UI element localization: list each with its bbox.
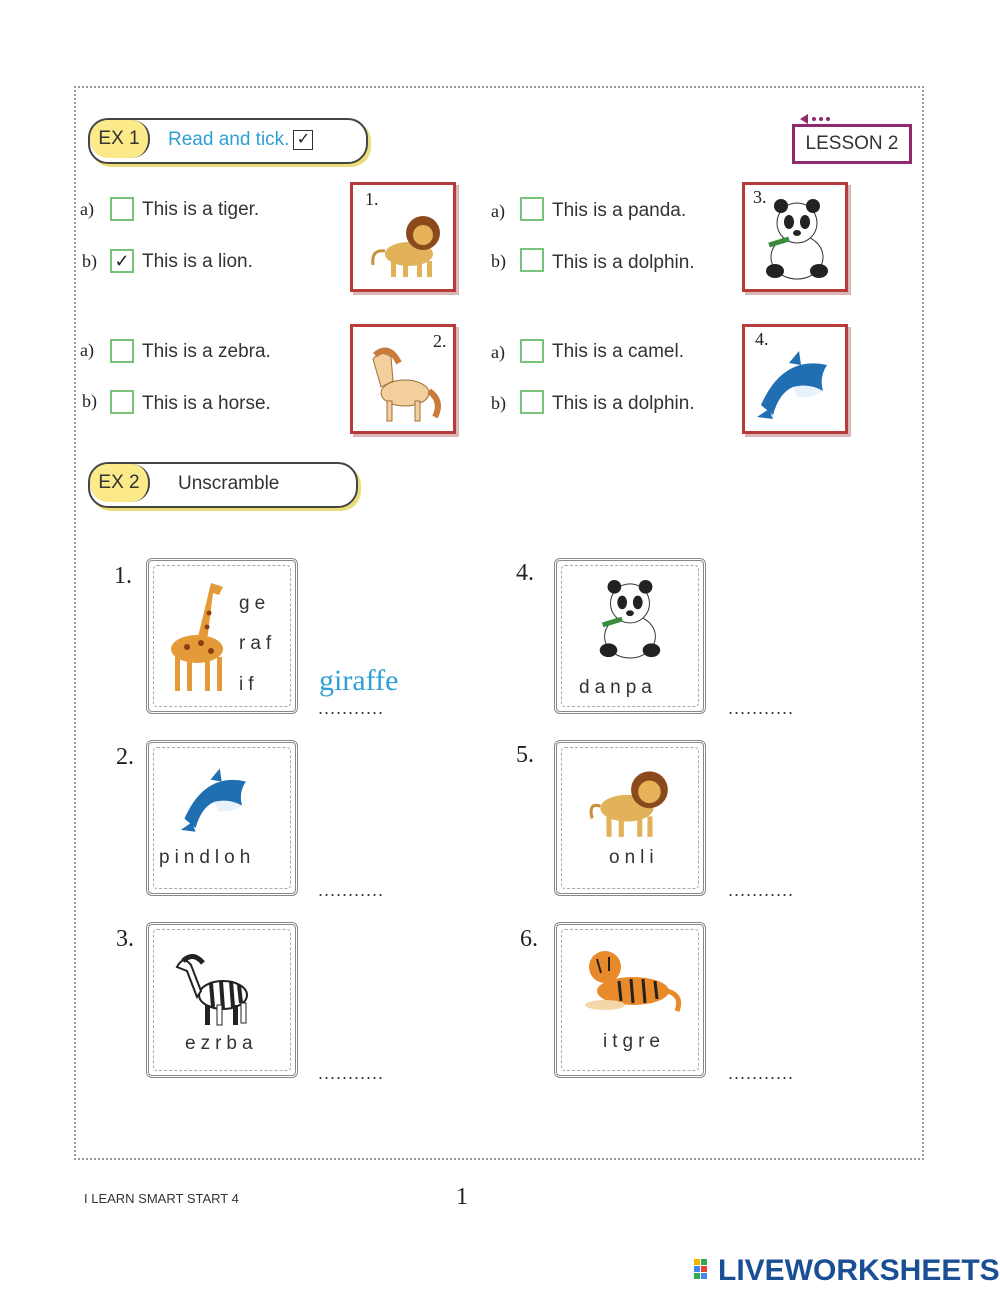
horse-icon bbox=[359, 341, 445, 427]
option-letter: a) bbox=[80, 340, 94, 360]
answer-blank[interactable]: ........... bbox=[318, 1063, 385, 1083]
ex1-tag: EX 1 bbox=[90, 120, 150, 158]
picture-frame bbox=[350, 182, 456, 292]
option-text: This is a zebra. bbox=[142, 341, 271, 362]
answer-blank[interactable]: ........... bbox=[318, 698, 385, 718]
option-letter: a) bbox=[491, 342, 505, 362]
ex2-header bbox=[88, 462, 358, 508]
picture-card bbox=[554, 558, 706, 714]
picture-card bbox=[146, 740, 298, 896]
lion-icon bbox=[361, 199, 447, 283]
scrambled-letters: ge bbox=[239, 593, 271, 614]
item-number: 4. bbox=[516, 560, 534, 586]
picture-frame bbox=[742, 324, 848, 434]
lesson-badge: LESSON 2 bbox=[792, 124, 912, 164]
picture-number: 3. bbox=[753, 187, 767, 207]
ex1-title-tickbox: ✓ bbox=[293, 130, 313, 150]
tick-box[interactable] bbox=[520, 339, 544, 363]
tick-box[interactable]: ✓ bbox=[110, 249, 134, 273]
option-letter: b) bbox=[82, 251, 97, 271]
dolphin-icon bbox=[753, 347, 839, 425]
dolphin-icon bbox=[177, 763, 257, 839]
answer-blank[interactable]: ........... bbox=[728, 880, 795, 900]
picture-card bbox=[554, 922, 706, 1078]
ex1-header bbox=[88, 118, 368, 164]
picture-frame bbox=[350, 324, 456, 434]
option-text: This is a camel. bbox=[552, 341, 684, 362]
answer-text[interactable]: giraffe bbox=[319, 664, 399, 697]
giraffe-icon bbox=[167, 577, 239, 695]
tick-box[interactable] bbox=[520, 197, 544, 221]
scrambled-letters: danpa bbox=[579, 677, 657, 698]
picture-number: 1. bbox=[365, 189, 379, 209]
item-number: 6. bbox=[520, 926, 538, 952]
scrambled-letters: itgre bbox=[603, 1031, 665, 1052]
picture-frame bbox=[742, 182, 848, 292]
scrambled-letters: pindloh bbox=[159, 847, 256, 868]
scrambled-letters: if bbox=[239, 674, 259, 695]
picture-card bbox=[146, 922, 298, 1078]
item-number: 1. bbox=[114, 563, 132, 589]
tick-box[interactable] bbox=[110, 197, 134, 221]
option-letter: a) bbox=[491, 201, 505, 221]
answer-blank[interactable]: ........... bbox=[728, 1063, 795, 1083]
scrambled-letters: raf bbox=[239, 633, 277, 654]
lesson-flag-icon bbox=[800, 114, 830, 124]
panda-icon bbox=[755, 195, 837, 285]
ex2-tag: EX 2 bbox=[90, 464, 150, 502]
picture-card bbox=[554, 740, 706, 896]
item-number: 3. bbox=[116, 926, 134, 952]
tick-box[interactable] bbox=[520, 390, 544, 414]
book-title: I LEARN SMART START 4 bbox=[84, 1191, 239, 1206]
scrambled-letters: ezrba bbox=[185, 1033, 258, 1054]
zebra-icon bbox=[171, 941, 261, 1031]
liveworksheets-logo-icon bbox=[694, 1259, 716, 1281]
option-letter: b) bbox=[82, 391, 97, 411]
option-text: This is a lion. bbox=[142, 251, 253, 272]
item-number: 2. bbox=[116, 744, 134, 770]
lion-icon bbox=[585, 757, 675, 843]
option-letter: b) bbox=[491, 251, 506, 271]
option-letter: a) bbox=[80, 199, 94, 219]
option-letter: b) bbox=[491, 393, 506, 413]
option-text: This is a horse. bbox=[142, 393, 271, 414]
ex2-title: Unscramble bbox=[178, 473, 280, 494]
tick-box[interactable] bbox=[520, 248, 544, 272]
option-text: This is a panda. bbox=[552, 200, 687, 221]
item-number: 5. bbox=[516, 742, 534, 768]
tick-box[interactable] bbox=[110, 390, 134, 414]
panda-icon bbox=[589, 575, 669, 665]
tiger-icon bbox=[575, 939, 685, 1019]
ex1-title: Read and tick. ✓ bbox=[168, 129, 313, 151]
scrambled-letters: onli bbox=[609, 847, 659, 868]
picture-number: 2. bbox=[433, 331, 447, 351]
picture-number: 4. bbox=[755, 329, 769, 349]
option-text: This is a tiger. bbox=[142, 199, 260, 220]
picture-card bbox=[146, 558, 298, 714]
brand-wordmark: LIVEWORKSHEETS bbox=[718, 1254, 1000, 1287]
answer-blank[interactable]: ........... bbox=[318, 880, 385, 900]
page-number: 1 bbox=[456, 1184, 468, 1210]
option-text: This is a dolphin. bbox=[552, 252, 695, 273]
tick-box[interactable] bbox=[110, 339, 134, 363]
answer-blank[interactable]: ........... bbox=[728, 698, 795, 718]
option-text: This is a dolphin. bbox=[552, 393, 695, 414]
